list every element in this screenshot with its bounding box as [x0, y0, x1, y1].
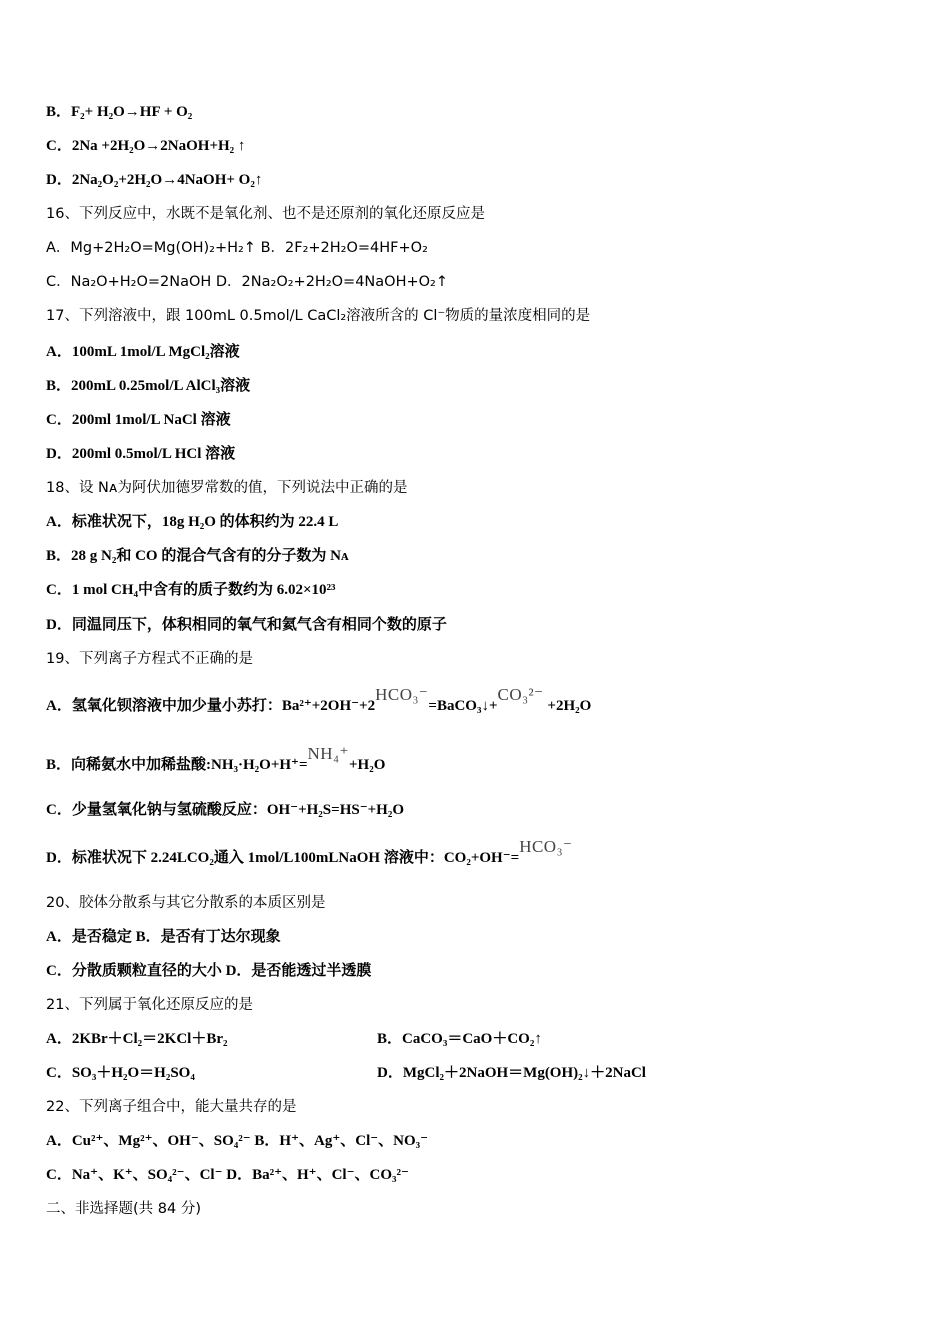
- q21-option-b: B．CaCO₃＝CaO＋CO₂↑: [377, 1031, 542, 1047]
- q20-stem: 20、胶体分散系与其它分散系的本质区别是: [46, 895, 326, 911]
- q21-option-d: D．MgCl₂＋2NaOH＝Mg(OH)₂↓＋2NaCl: [377, 1065, 646, 1081]
- q17-option-d: D．200ml 0.5mol/L HCl 溶液: [46, 446, 236, 462]
- q16-options-cd: C．Na₂O+H₂O=2NaOH D．2Na₂O₂+2H₂O=4NaOH+O₂↑: [46, 274, 449, 290]
- q17-option-b: B．200mL 0.25mol/L AlCl₃溶液: [46, 378, 251, 394]
- q18-option-a: A．标准状况下，18g H₂O 的体积约为 22.4 L: [46, 514, 339, 530]
- q19b-text-1: B．向稀氨水中加稀盐酸:NH₃·H₂O+H⁺=: [46, 757, 308, 773]
- q21-option-a: A．2KBr＋Cl₂＝2KCl＋Br₂: [46, 1031, 228, 1047]
- q19-option-c: C．少量氢氧化钠与氢硫酸反应：OH⁻+H₂S=HS⁻+H₂O: [46, 802, 404, 818]
- hco3-ion-image: HCO₃⁻: [375, 685, 429, 704]
- q19-option-a: [46, 685, 592, 716]
- q19b-text-2: +H₂O: [348, 757, 386, 773]
- q22-stem: 22、下列离子组合中，能大量共存的是: [46, 1099, 297, 1115]
- q22-options-cd: C．Na⁺、K⁺、SO₄²⁻、Cl⁻ D．Ba²⁺、H⁺、Cl⁻、CO₃²⁻: [46, 1167, 409, 1183]
- q18-option-c: C．1 mol CH₄中含有的质子数约为 6.02×10²³: [46, 582, 336, 598]
- q22-options-ab: A．Cu²⁺、Mg²⁺、OH⁻、SO₄²⁻ B．H⁺、Ag⁺、Cl⁻、NO₃⁻: [46, 1133, 429, 1149]
- q19-stem: 19、下列离子方程式不正确的是: [46, 651, 253, 667]
- section-2-heading: 二、非选择题(共 84 分): [46, 1201, 201, 1217]
- q15-option-b: B．F₂+ H₂O→HF + O₂: [46, 104, 193, 120]
- q19a-text-1: A．氢氧化钡溶液中加少量小苏打：Ba²⁺+2OH⁻+2: [46, 698, 376, 714]
- q19-option-b: [46, 744, 386, 775]
- q18-stem: 18、设 Nᴀ为阿伏加德罗常数的值，下列说法中正确的是: [46, 480, 408, 496]
- q18-option-b: B．28 g N₂和 CO 的混合气含有的分子数为 Nᴀ: [46, 548, 349, 564]
- q16-options-ab: A．Mg+2H₂O=Mg(OH)₂+H₂↑ B．2F₂+2H₂O=4HF+O₂: [46, 240, 428, 256]
- q15-option-d: D．2Na₂O₂+2H₂O→4NaOH+ O₂↑: [46, 172, 263, 188]
- q19d-text-1: D．标准状况下 2.24LCO₂通入 1mol/L100mLNaOH 溶液中：CO₂+OH⁻=: [46, 850, 520, 866]
- q19-option-d: [46, 837, 573, 868]
- hco3-ion-image-2: HCO₃⁻: [519, 837, 573, 856]
- q18-option-d: D．同温同压下，体积相同的氧气和氦气含有相同个数的原子: [46, 617, 447, 633]
- nh4-ion-image: NH₄⁺: [307, 744, 349, 763]
- co3-ion-image: CO₃²⁻: [497, 685, 544, 704]
- q17-stem: 17、下列溶液中，跟 100mL 0.5mol/L CaCl₂溶液所含的 Cl⁻物质的量浓度相同的是: [46, 308, 591, 324]
- q20-options-ab: A．是否稳定 B．是否有丁达尔现象: [46, 929, 281, 945]
- q15-option-c: C．2Na +2H₂O→2NaOH+H₂ ↑: [46, 138, 246, 154]
- q20-options-cd: C．分散质颗粒直径的大小 D．是否能透过半透膜: [46, 963, 372, 979]
- q19a-text-2: =BaCO₃↓+: [428, 698, 498, 714]
- q21-option-c: C．SO₃＋H₂O＝H₂SO₄: [46, 1065, 195, 1081]
- q19a-text-3: +2H₂O: [543, 698, 592, 714]
- q17-option-c: C．200ml 1mol/L NaCl 溶液: [46, 412, 231, 428]
- q21-stem: 21、下列属于氧化还原反应的是: [46, 997, 253, 1013]
- q17-option-a: A．100mL 1mol/L MgCl₂溶液: [46, 344, 240, 360]
- q16-stem: 16、下列反应中，水既不是氧化剂、也不是还原剂的氧化还原反应是: [46, 206, 485, 222]
